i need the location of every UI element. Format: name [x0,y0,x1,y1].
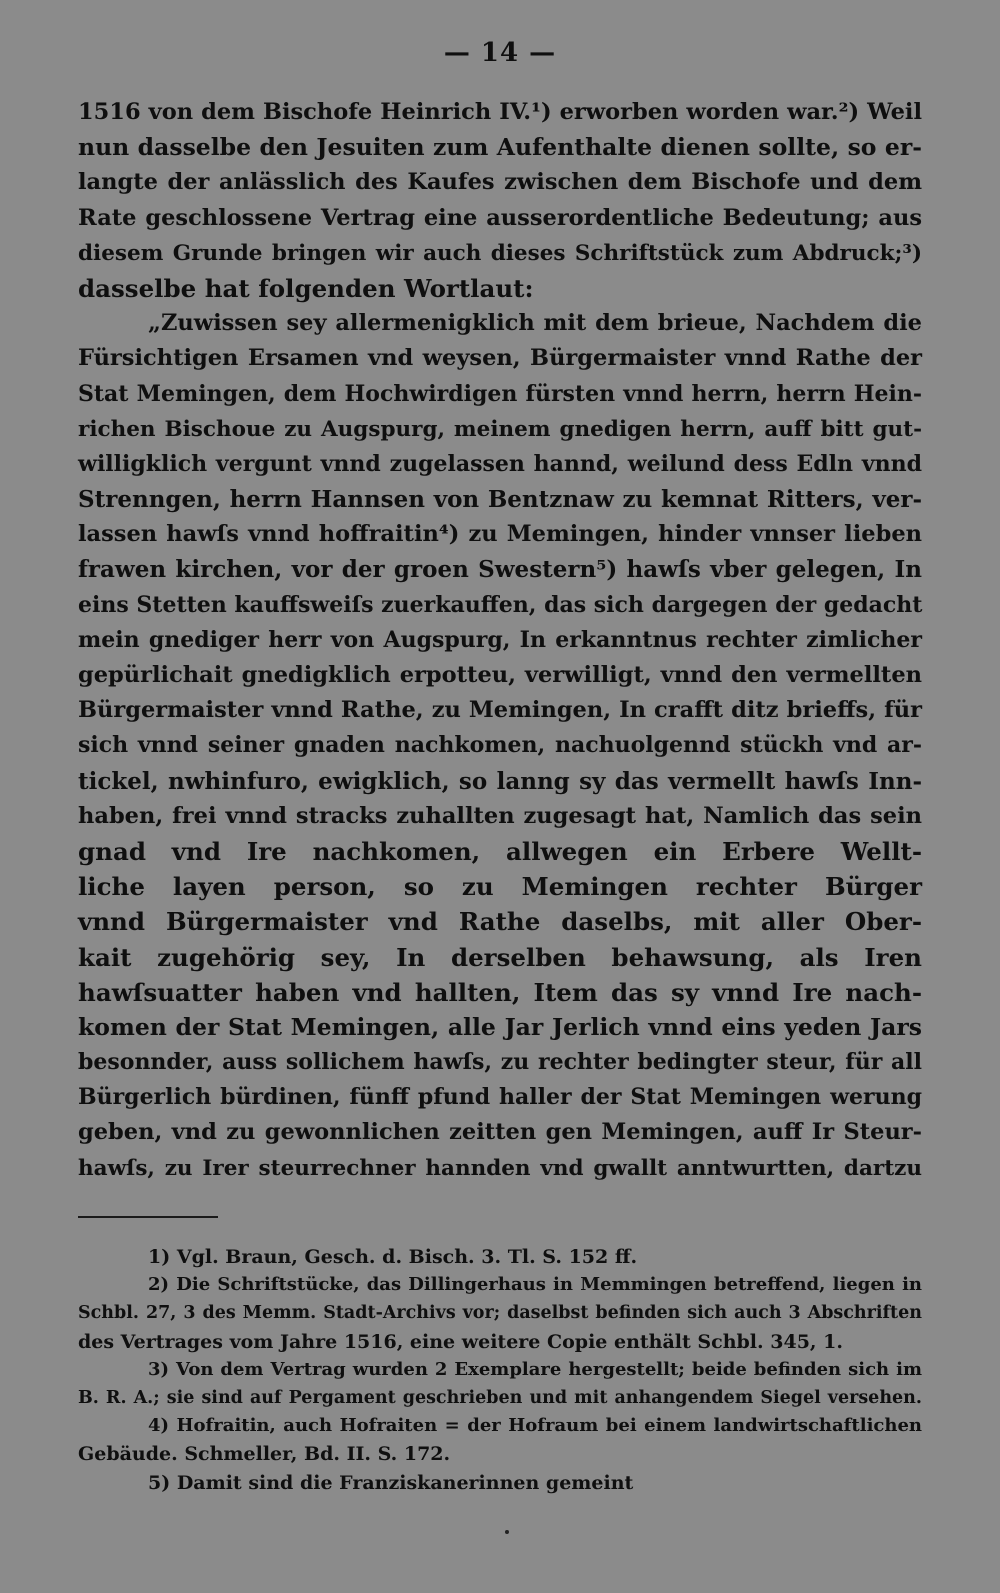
text-line: sich vnnd seiner gnaden nachkomen, nachuolgennd stückh vnd ar- [78,732,922,759]
footnotes [78,1243,922,1497]
text-line: komen der Stat Memingen, alle Jar Jerlich vnnd eins yeden Jars [78,1012,922,1041]
text-line: langte der anlässlich des Kaufes zwischen dem Bischofe und dem [78,169,922,196]
text-line: liche layen person, so zu Memingen rechter Bürger [78,872,922,902]
footnote-divider [78,1216,218,1218]
text-line: „Zuwissen sey allermenigklich mit dem brieue, Nachdem die [148,310,922,337]
footnote-line: 3) Von dem Vertrag wurden 2 Exemplare hergestellt; beide befinden sich im [148,1358,922,1380]
print-speck [505,1530,509,1534]
text-line: geben, vnd zu gewonnlichen zeitten gen Memingen, auff Ir Steur- [78,1119,922,1146]
text-line: nun dasselbe den Jesuiten zum Aufenthalte dienen sollte, so er- [78,133,922,162]
text-line: vnnd Bürgermaister vnd Rathe daselbs, mit aller Ober- [78,907,922,937]
footnote-line: 1) Vgl. Braun, Gesch. d. Bisch. 3. Tl. S. 152 ff. [148,1246,638,1268]
text-line: willigklich vergunt vnnd zugelassen hannd, weilund dess Edln vnnd [78,450,922,477]
text-line: diesem Grunde bringen wir auch dieses Schriftstück zum Abdruck;³) [78,240,922,266]
footnote-line: Schbl. 27, 3 des Memm. Stadt-Archivs vor; daselbst befinden sich auch 3 Abschriften [78,1303,922,1324]
text-line: eins Stetten kauffsweiſs zuerkauffen, das sich dargegen der gedacht [78,591,923,618]
text-line: gnad vnd Ire nachkomen, allwegen ein Erbere Wellt- [78,836,922,866]
text-line: mein gnediger herr von Augspurg, In erkanntnus rechter zimlicher [78,626,922,653]
main-text [78,95,922,1186]
footnote-line: des Vertrages vom Jahre 1516, eine weitere Copie enthält Schbl. 345, 1. [78,1330,843,1353]
footnote-line: 5) Damit sind die Franziskanerinnen gemeint [148,1471,634,1494]
text-line: hawſsuatter haben vnd hallten, Item das sy vnnd Ire nach- [78,977,922,1007]
text-line: richen Bischoue zu Augspurg, meinem gnedigen herrn, auff bitt gut- [78,416,922,442]
text-line: 1516 von dem Bischofe Heinrich IV.¹) erworben worden war.²) Weil [78,99,922,125]
text-line: Stat Memingen, dem Hochwirdigen fürsten vnnd herrn, herrn Hein- [78,380,922,407]
text-line: Rate geschlossene Vertrag eine ausserordentliche Bedeutung; aus [78,204,922,231]
footnote-line: 2) Die Schriftstücke, das Dillingerhaus in Memmingen betreffend, liegen in [148,1274,922,1296]
footnote-line: 4) Hofraitin, auch Hofraiten = der Hofraum bei einem landwirtschaftlichen [148,1415,922,1437]
text-line: hawſs, zu Irer steurrechner hannden vnd gwallt anntwurtten, dartzu [78,1155,922,1181]
text-line: Fürsichtigen Ersamen vnd weysen, Bürgermaister vnnd Rathe der [78,345,922,372]
page-number: — 14 — [443,38,557,68]
footnote-line: B. R. A.; sie sind auf Pergament geschrieben und mit anhangendem Siegel versehen. [78,1387,922,1408]
text-line: tickel, nwhinfuro, ewigklich, so lanng sy das vermellt hawſs Inn- [78,767,922,795]
text-line: kait zugehörig sey, In derselben behawsung, als Iren [78,942,922,972]
footnote-line: Gebäude. Schmeller, Bd. II. S. 172. [78,1443,451,1466]
text-line: dasselbe hat folgenden Wortlaut: [78,273,534,303]
text-line: gepürlichait gnedigklich erpotteu, verwilligt, vnnd den vermellten [78,662,922,688]
text-line: Strenngen, herrn Hannsen von Bentznaw zu kemnat Ritters, ver- [78,486,922,514]
text-line: haben, frei vnnd stracks zuhallten zugesagt hat, Namlich das sein [78,802,922,829]
text-line: lassen hawſs vnnd hoffraitin⁴) zu Memingen, hinder vnnser lieben [78,521,922,548]
text-line: frawen kirchen, vor der groen Swestern⁵) hawſs vber gelegen, In [78,556,922,584]
text-line: Bürgerlich bürdinen, fünff pfund haller der Stat Memingen werung [78,1084,922,1111]
text-line: Bürgermaister vnnd Rathe, zu Memingen, In crafft ditz brieffs, für [78,697,922,724]
text-line: besonnder, auss sollichem hawſs, zu rechter bedingter steur, für all [78,1049,922,1076]
